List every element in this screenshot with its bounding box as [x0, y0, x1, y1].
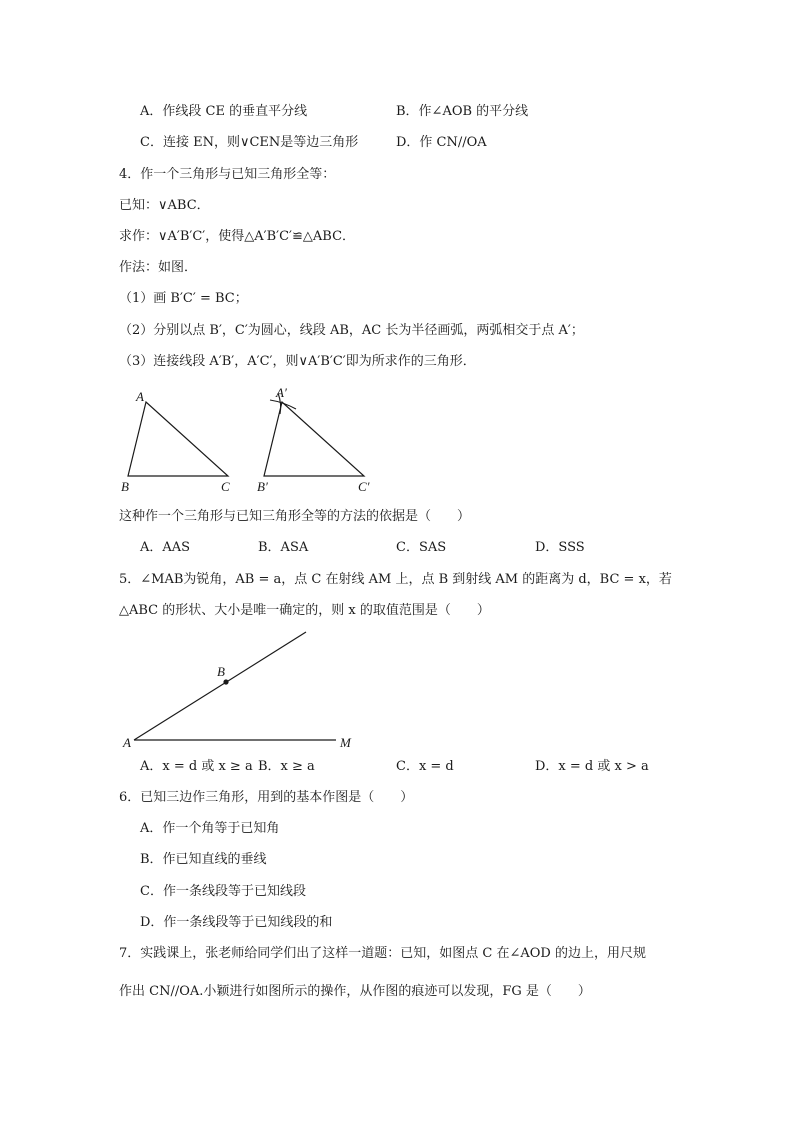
label-c: C	[221, 479, 230, 494]
label-a: A	[136, 389, 144, 404]
label-m: M	[340, 735, 351, 750]
label-b-prime: B′	[257, 479, 268, 494]
q4-option-a: A．AAS	[140, 540, 191, 555]
q3-option-a: A．作线段 CE 的垂直平分线	[140, 104, 308, 119]
q5-option-d: D．x = d 或 x > a	[535, 759, 649, 774]
q5-option-c: C．x = d	[396, 759, 454, 774]
q6-option-c: C．作一条线段等于已知线段	[140, 884, 306, 899]
q4-stem: 4．作一个三角形与已知三角形全等：	[119, 167, 336, 182]
q4-option-d: D．SSS	[535, 540, 585, 555]
q4-option-c: C．SAS	[396, 540, 447, 555]
q4-given: 已知：∨ABC．	[119, 198, 210, 213]
q6-option-d: D．作一条线段等于已知线段的和	[140, 915, 333, 930]
q7-stem-line-2: 作出 CN//OA.小颖进行如图所示的操作，从作图的痕迹可以发现，FG 是（ ）	[119, 984, 591, 999]
q6-option-a: A．作一个角等于已知角	[140, 821, 280, 836]
q4-step-3: （3）连接线段 A′B′，A′C′，则∨A′B′C′即为所求作的三角形．	[119, 354, 476, 369]
q6-option-b: B．作已知直线的垂线	[140, 852, 267, 867]
q4-question: 这种作一个三角形与已知三角形全等的方法的依据是（ ）	[119, 509, 471, 524]
q3-option-b: B．作∠AOB 的平分线	[396, 104, 529, 119]
q5-stem-line-2: △ABC 的形状、大小是唯一确定的，则 x 的取值范围是（ ）	[119, 603, 490, 618]
q3-option-c: C．连接 EN，则∨CEN是等边三角形	[140, 135, 359, 150]
q6-stem: 6．已知三边作三角形，用到的基本作图是（ ）	[119, 790, 414, 805]
q4-step-1: （1）画 B′C′ = BC；	[119, 291, 248, 306]
label-a-prime: A′	[276, 385, 287, 400]
q4-method: 作法：如图．	[119, 260, 198, 275]
q3-option-d: D．作 CN//OA	[396, 135, 487, 150]
q5-option-b: B．x ≥ a	[258, 759, 315, 774]
point-b	[223, 679, 228, 684]
q4-step-2: （2）分别以点 B′，C′为圆心，线段 AB，AC 长为半径画弧，两弧相交于点 A′；	[119, 323, 584, 338]
q5-option-a: A．x = d 或 x ≥ a	[140, 759, 253, 774]
q5-stem-line-1: 5．∠MAB为锐角，AB = a，点 C 在射线 AM 上，点 B 到射线 AM 的距离为 d，BC = x，若	[119, 572, 672, 587]
label-b: B	[121, 479, 129, 494]
q7-stem-line-1: 7．实践课上，张老师给同学们出了这样一道题：已知，如图点 C 在∠AOD 的边上，用尺规	[119, 946, 646, 961]
q4-find: 求作：∨A′B′C′，使得△A′B′C′≌△ABC．	[119, 229, 356, 244]
label-a: A	[123, 735, 131, 750]
ray-ab	[134, 632, 306, 740]
label-b: B	[217, 664, 225, 679]
q4-option-b: B．ASA	[258, 540, 309, 555]
label-c-prime: C′	[358, 479, 370, 494]
